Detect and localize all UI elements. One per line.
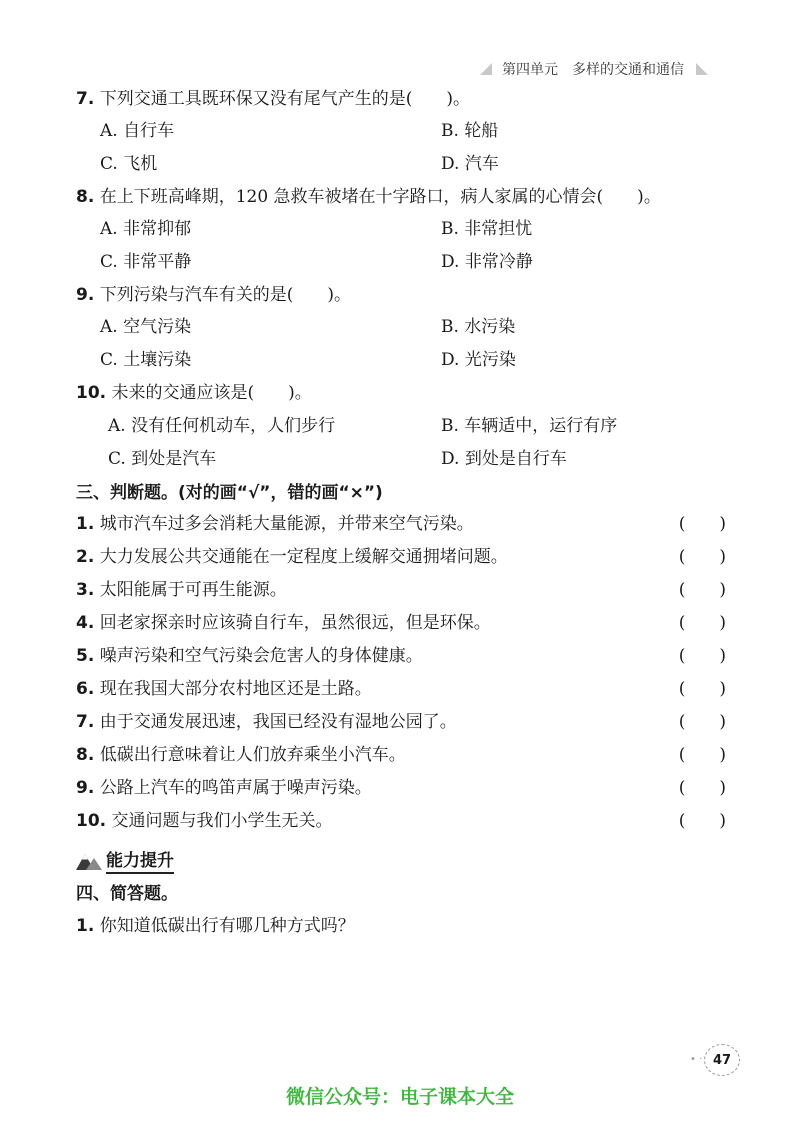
option-c: C. 土壤污染 (100, 350, 192, 370)
judge-item-7 (76, 710, 726, 734)
header-title: 多样的交通和通信 (572, 62, 684, 78)
item-number: 1. (76, 916, 95, 936)
question-text: 下列污染与汽车有关的是( )。 (99, 285, 351, 305)
option-a: A. 空气污染 (100, 317, 192, 337)
short-item-1 (76, 914, 355, 938)
item-text: 噪声污染和空气污染会危害人的身体健康。 (99, 646, 423, 666)
judge-item-8 (76, 743, 726, 767)
triangle-right-icon (696, 63, 708, 75)
question-8 (76, 185, 661, 209)
item-number: 2. (76, 547, 95, 567)
question-text: 下列交通工具既环保又没有尾气产生的是( )。 (99, 89, 470, 109)
item-number: 8. (76, 745, 95, 765)
ability-label: 能力提升 (106, 846, 174, 874)
item-number: 10. (76, 811, 107, 831)
option-d: D. 非常冷静 (441, 252, 533, 272)
judge-section-title: 三、判断题。(对的画“√”，错的画“×”) (76, 483, 383, 503)
answer-bracket[interactable]: ( ) (678, 613, 726, 633)
item-number: 1. (76, 514, 95, 534)
item-text: 大力发展公共交通能在一定程度上缓解交通拥堵问题。 (99, 547, 508, 567)
answer-bracket[interactable]: ( ) (678, 745, 726, 765)
item-text: 公路上汽车的鸣笛声属于噪声污染。 (99, 778, 372, 798)
option-d: D. 到处是自行车 (441, 449, 567, 469)
item-number: 6. (76, 679, 95, 699)
option-d: D. 光污染 (441, 350, 516, 370)
answer-bracket[interactable]: ( ) (678, 514, 726, 534)
page-number: 47 (704, 1044, 740, 1076)
option-c: C. 飞机 (100, 154, 158, 174)
item-text: 由于交通发展迅速，我国已经没有湿地公园了。 (99, 712, 457, 732)
item-number: 4. (76, 613, 95, 633)
item-number: 5. (76, 646, 95, 666)
item-text: 回老家探亲时应该骑自行车，虽然很远，但是环保。 (99, 613, 491, 633)
page-header (480, 58, 730, 80)
option-b: B. 非常担忧 (441, 219, 533, 239)
item-text: 低碳出行意味着让人们放弃乘坐小汽车。 (99, 745, 406, 765)
option-b: B. 轮船 (441, 121, 499, 141)
header-unit: 第四单元 (502, 62, 558, 78)
question-number: 10. (76, 383, 107, 403)
question-number: 7. (76, 89, 95, 109)
judge-item-1 (76, 512, 726, 536)
judge-item-9 (76, 776, 726, 800)
item-number: 9. (76, 778, 95, 798)
question-text: 在上下班高峰期，120 急救车被堵在十字路口，病人家属的心情会( )。 (99, 187, 661, 207)
answer-bracket[interactable]: ( ) (678, 547, 726, 567)
item-number: 3. (76, 580, 95, 600)
question-number: 8. (76, 187, 95, 207)
answer-bracket[interactable]: ( ) (678, 646, 726, 666)
question-10 (76, 381, 312, 405)
item-text: 太阳能属于可再生能源。 (99, 580, 287, 600)
item-text: 城市汽车过多会消耗大量能源，并带来空气污染。 (99, 514, 474, 534)
item-text: 你知道低碳出行有哪几种方式吗？ (99, 916, 355, 936)
item-number: 7. (76, 712, 95, 732)
option-d: D. 汽车 (441, 154, 499, 174)
option-c: C. 非常平静 (100, 252, 192, 272)
judge-item-2 (76, 545, 726, 569)
mountain-icon (76, 850, 102, 870)
option-c: C. 到处是汽车 (108, 449, 217, 469)
judge-item-3 (76, 578, 726, 602)
judge-item-4 (76, 611, 726, 635)
question-text: 未来的交通应该是( )。 (111, 383, 312, 403)
item-text: 现在我国大部分农村地区还是土路。 (99, 679, 372, 699)
short-section-title: 四、简答题。 (76, 884, 178, 904)
option-a: A. 自行车 (100, 121, 175, 141)
decor-dots: • · (690, 1054, 703, 1065)
answer-bracket[interactable]: ( ) (678, 712, 726, 732)
answer-bracket[interactable]: ( ) (678, 679, 726, 699)
answer-bracket[interactable]: ( ) (678, 778, 726, 798)
judge-item-6 (76, 677, 726, 701)
item-text: 交通问题与我们小学生无关。 (111, 811, 333, 831)
question-9 (76, 283, 351, 307)
option-a: A. 没有任何机动车，人们步行 (108, 416, 336, 436)
answer-bracket[interactable]: ( ) (678, 811, 726, 831)
option-b: B. 车辆适中，运行有序 (441, 416, 618, 436)
option-b: B. 水污染 (441, 317, 516, 337)
judge-item-10 (76, 809, 726, 833)
question-number: 9. (76, 285, 95, 305)
answer-bracket[interactable]: ( ) (678, 580, 726, 600)
triangle-left-icon (480, 63, 492, 75)
judge-item-5 (76, 644, 726, 668)
option-a: A. 非常抑郁 (100, 219, 192, 239)
footer-watermark: 微信公众号：电子课本大全 (285, 1086, 514, 1108)
ability-badge (76, 846, 174, 874)
question-7 (76, 87, 470, 111)
